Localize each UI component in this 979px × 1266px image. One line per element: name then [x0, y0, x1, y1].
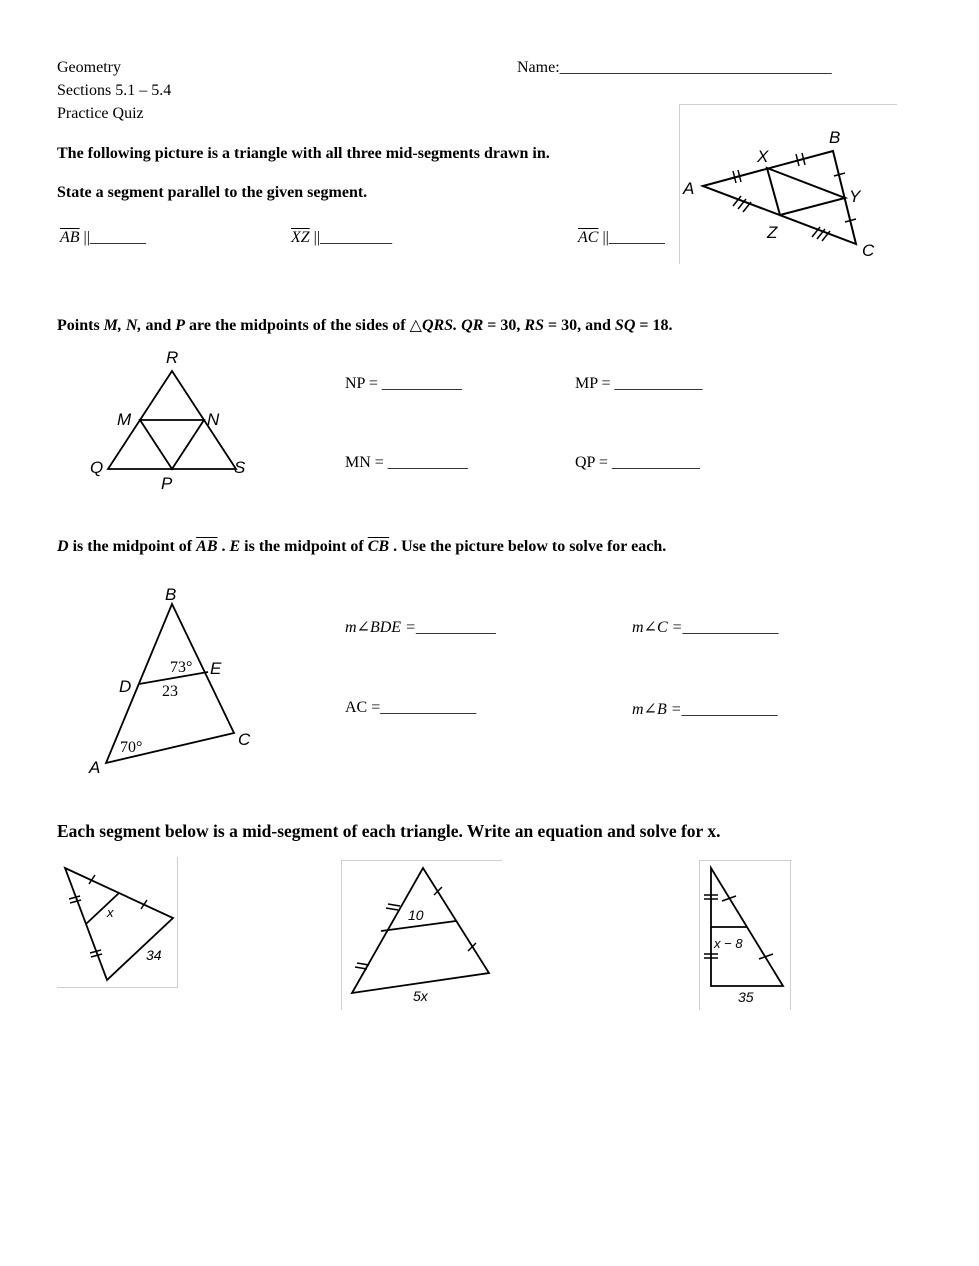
name-blank: __________________________________	[559, 59, 832, 76]
question-mp[interactable]: MP = ___________	[575, 375, 703, 392]
vertex-label-y: Y	[849, 187, 861, 206]
course-title: Geometry	[57, 59, 121, 76]
segment-ab: $\overline{AB}$	[60, 229, 80, 246]
outer-triangle	[352, 868, 489, 993]
sections-label: Sections 5.1 – 5.4	[57, 82, 172, 99]
vertex-label-n: N	[207, 410, 220, 429]
angle-label-70: 70°	[120, 739, 143, 756]
vertex-label-a: A	[89, 758, 101, 777]
vertex-label-p: P	[161, 474, 173, 493]
quiz-title: Practice Quiz	[57, 105, 144, 122]
answer-blank: ||_______	[598, 229, 665, 246]
vertex-label-m: M	[117, 410, 132, 429]
figure-triangle-abc	[679, 104, 897, 264]
vertex-label-c: C	[238, 730, 251, 749]
question-qp[interactable]: QP = ___________	[575, 454, 700, 471]
question-angle-c[interactable]: m∠C =____________	[632, 619, 779, 636]
label-5x: 5x	[413, 988, 428, 1004]
answer-blank: ||_______	[79, 229, 146, 246]
vertex-label-e: E	[210, 659, 222, 678]
name-label: Name:	[517, 59, 560, 76]
figure-triangle-qrs	[82, 343, 252, 493]
figure-midsegment-2	[341, 860, 502, 1010]
outer-triangle	[65, 868, 173, 980]
vertex-label-z: Z	[767, 223, 778, 242]
label-x: x	[107, 905, 114, 920]
segment-cb: $\overline{CB}$	[367, 538, 390, 555]
angle-label-73: 73°	[170, 659, 193, 676]
label-10: 10	[408, 907, 424, 923]
parallel-item-1[interactable]	[60, 229, 146, 247]
vertex-label-x: X	[757, 147, 769, 166]
segment-ab: $\overline{AB}$	[196, 538, 218, 555]
vertex-label-d: D	[119, 677, 132, 696]
midsegment-triangle	[140, 420, 204, 469]
label-34: 34	[146, 947, 162, 963]
parallel-item-3[interactable]	[578, 229, 665, 247]
section4-prompt: Each segment below is a mid-segment of each triangle. Write an equation and solve for x.	[57, 821, 721, 841]
name-field[interactable]	[517, 59, 832, 77]
label-35: 35	[738, 989, 754, 1005]
vertex-label-b: B	[165, 585, 177, 604]
parallel-item-2[interactable]	[291, 229, 392, 247]
question-angle-bde[interactable]: m∠BDE =__________	[345, 619, 496, 636]
section2-prompt: Points M, N, and P are the midpoints of the sides of △QRS. QR = 30, RS = 30, and SQ = 18.	[57, 317, 673, 334]
segment-xz: $\overline{XZ}$	[291, 229, 310, 246]
label-x-minus-8: x − 8	[714, 936, 743, 951]
question-np[interactable]: NP = __________	[345, 375, 462, 392]
vertex-label-q: Q	[90, 458, 104, 477]
section3-prompt: D is the midpoint of $\overline{AB}$ . E is the midpoint of $\overline{CB}$ . Use the picture below to solve for each.	[57, 538, 667, 555]
vertex-label-r: R	[166, 348, 179, 367]
midsegment	[86, 893, 119, 924]
vertex-label-c: C	[862, 241, 875, 260]
length-label-23: 23	[162, 683, 178, 700]
section1-instruction: State a segment parallel to the given segment.	[57, 184, 368, 201]
question-angle-b[interactable]: m∠B =____________	[632, 701, 778, 718]
figure-midsegment-3	[699, 860, 792, 1010]
question-mn[interactable]: MN = __________	[345, 454, 468, 471]
question-ac[interactable]: AC =____________	[345, 699, 477, 716]
vertex-label-a: A	[683, 179, 695, 198]
segment-ac: $\overline{AC}$	[578, 229, 599, 246]
vertex-label-b: B	[829, 128, 841, 147]
answer-blank: ||_________	[309, 229, 393, 246]
figure-midsegment-1	[57, 857, 178, 988]
section1-intro: The following picture is a triangle with all three mid-segments drawn in.	[57, 145, 550, 162]
vertex-label-s: S	[234, 458, 246, 477]
figure-triangle-abc-2	[85, 580, 260, 780]
